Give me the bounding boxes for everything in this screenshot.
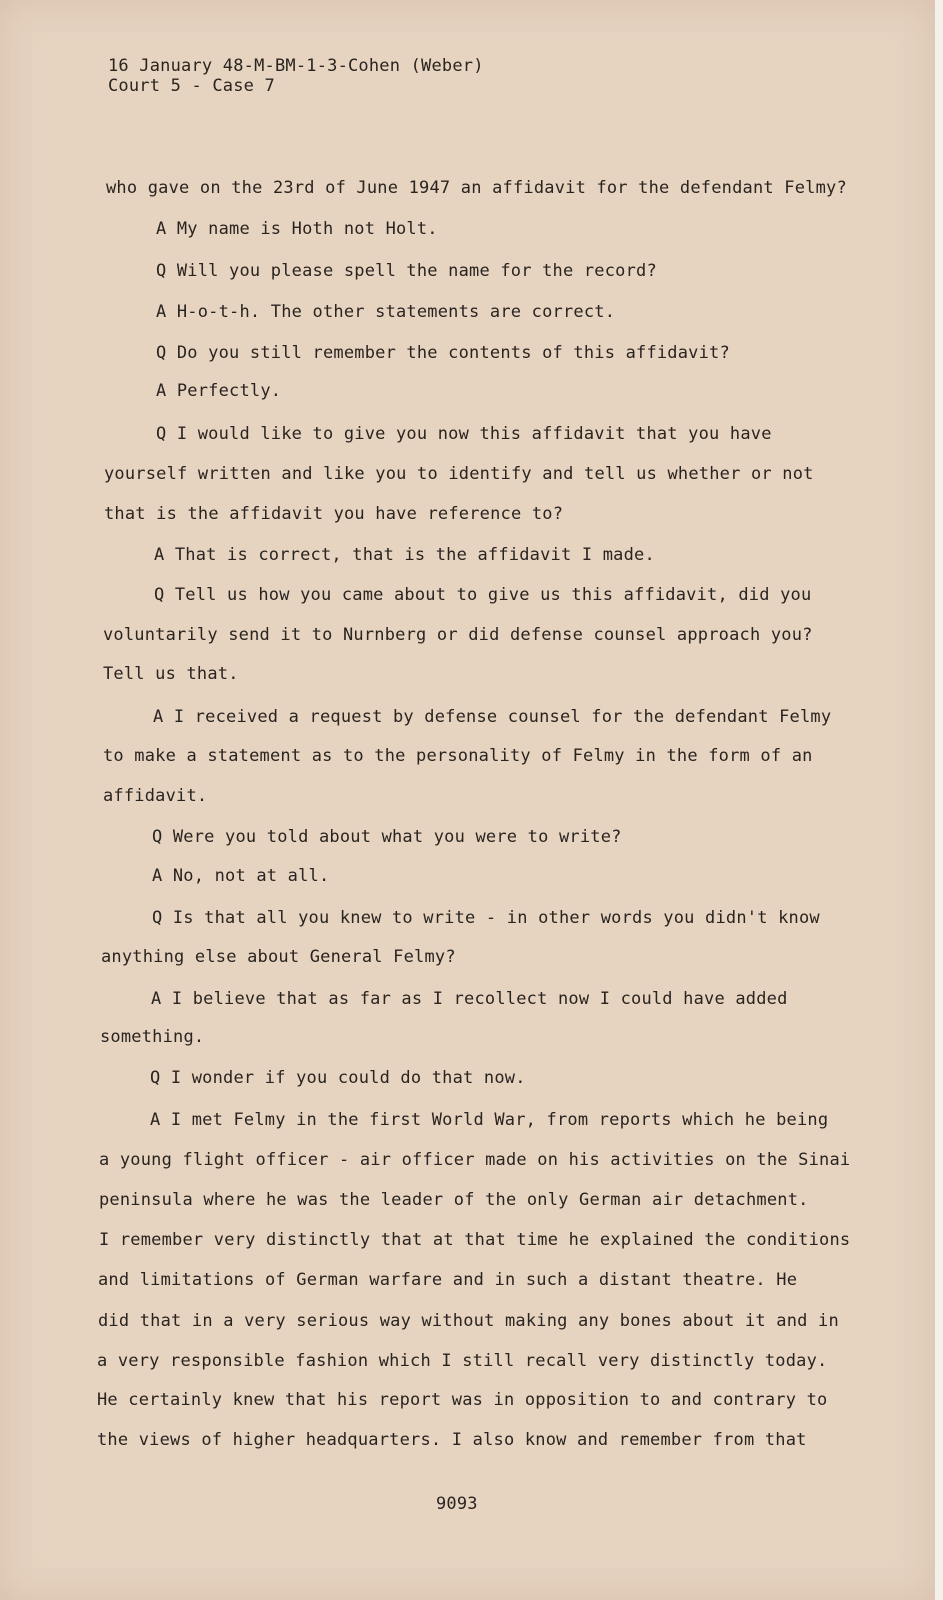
page-edge: [935, 0, 943, 1600]
transcript-line: A No, not at all.: [152, 866, 330, 886]
transcript-line: who gave on the 23rd of June 1947 an affidavit for the defendant Felmy?: [106, 178, 847, 198]
transcript-line: Q Will you please spell the name for the record?: [156, 261, 657, 281]
transcript-line: yourself written and like you to identify and tell us whether or not: [104, 464, 814, 484]
transcript-line: A I believe that as far as I recollect now I could have added: [151, 989, 788, 1009]
transcript-line: peninsula where he was the leader of the only German air detachment.: [99, 1190, 809, 1210]
transcript-line: that is the affidavit you have reference to?: [104, 504, 564, 524]
transcript-line: did that in a very serious way without making any bones about it and in: [98, 1311, 839, 1331]
transcript-line: A That is correct, that is the affidavit I made.: [154, 545, 655, 565]
transcript-line: Q Is that all you knew to write - in other words you didn't know: [152, 908, 820, 928]
transcript-line: Q Tell us how you came about to give us this affidavit, did you: [154, 585, 812, 605]
transcript-line: something.: [100, 1027, 205, 1047]
transcript-line: Q Were you told about what you were to write?: [152, 827, 622, 847]
transcript-line: Q I would like to give you now this affidavit that you have: [156, 424, 772, 444]
transcript-line: A My name is Hoth not Holt.: [156, 219, 438, 239]
transcript-line: a young flight officer - air officer made on his activities on the Sinai: [99, 1150, 851, 1170]
transcript-line: Q Do you still remember the contents of this affidavit?: [156, 343, 730, 363]
transcript-line: anything else about General Felmy?: [101, 947, 456, 967]
transcript-line: A I met Felmy in the first World War, from reports which he being: [150, 1110, 829, 1130]
transcript-line: voluntarily send it to Nurnberg or did defense counsel approach you?: [103, 625, 813, 645]
transcript-line: the views of higher headquarters. I also know and remember from that: [97, 1430, 807, 1450]
header-line-1: 16 January 48-M-BM-1-3-Cohen (Weber): [108, 56, 484, 76]
page-number: 9093: [436, 1494, 478, 1514]
transcript-line: He certainly knew that his report was in opposition to and contrary to: [97, 1390, 828, 1410]
transcript-line: I remember very distinctly that at that time he explained the conditions: [99, 1230, 851, 1250]
transcript-line: A Perfectly.: [156, 381, 282, 401]
transcript-line: a very responsible fashion which I still recall very distinctly today.: [97, 1351, 828, 1371]
transcript-line: and limitations of German warfare and in such a distant theatre. He: [98, 1270, 798, 1290]
header-line-2: Court 5 - Case 7: [108, 76, 275, 96]
transcript-line: A H-o-t-h. The other statements are correct.: [156, 302, 616, 322]
transcript-line: Tell us that.: [103, 664, 239, 684]
transcript-line: A I received a request by defense counsel for the defendant Felmy: [153, 707, 832, 727]
transcript-line: Q I wonder if you could do that now.: [150, 1068, 526, 1088]
transcript-line: to make a statement as to the personality of Felmy in the form of an: [103, 746, 813, 766]
transcript-line: affidavit.: [103, 786, 208, 806]
